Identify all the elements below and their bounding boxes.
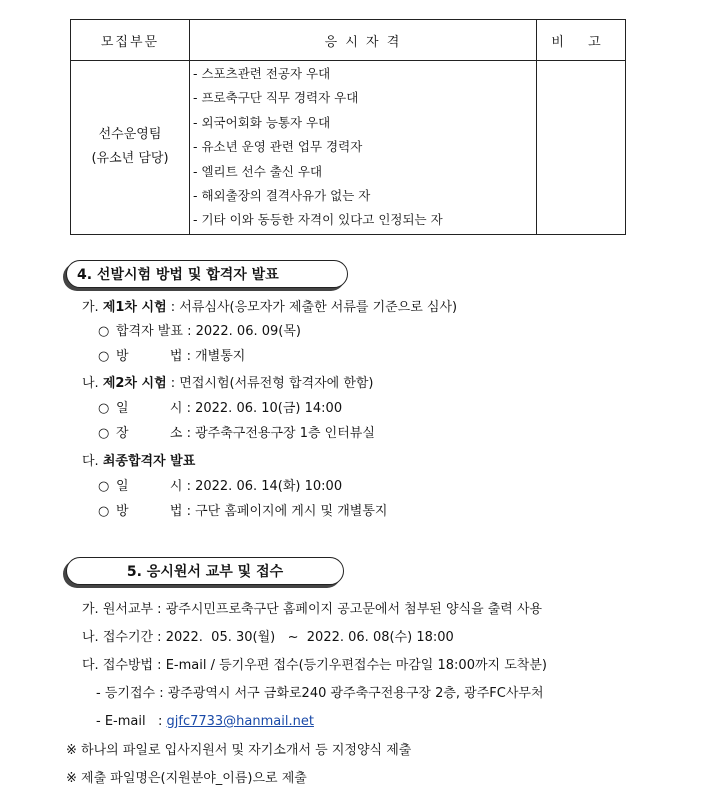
section-4b-title: 제2차 시험 (102, 376, 167, 391)
circle-bullet-icon: ○ (98, 324, 110, 339)
item-label: 일 시 (116, 479, 183, 494)
item-label: 합격자 발표 (116, 324, 183, 339)
header-qualification: 응 시 자 격 (190, 20, 537, 61)
circle-bullet-icon: ○ (98, 504, 110, 519)
section-4a-line (82, 298, 457, 318)
section-4a-title: 제1차 시험 (102, 300, 167, 315)
section-4-heading: 4. 선발시험 방법 및 합격자 발표 (66, 260, 348, 288)
section-4b-line (82, 374, 374, 394)
item-value: : 광주축구전용구장 1층 인터뷰실 (182, 426, 375, 441)
section-4c-line (82, 452, 195, 472)
note-line-2: ※ 제출 파일명은(지원분야_이름)으로 제출 (66, 771, 307, 786)
qualification-item: - 기타 이와 동등한 자격이 있다고 인정되는 자 (193, 212, 443, 228)
header-note: 비 고 (537, 20, 626, 61)
qualification-list (190, 61, 536, 234)
section-4b-desc: : 면접시험(서류전형 합격자에 한함) (166, 376, 374, 391)
section-4a-prefix: 가. (82, 300, 103, 315)
section-5e-line (96, 712, 314, 732)
item-label: 방 법 (116, 504, 183, 519)
qualification-item: - 외국어회화 능통자 우대 (193, 114, 331, 130)
header-dept: 모집부문 (71, 20, 190, 61)
section-4c-title: 최종합격자 발표 (102, 454, 196, 469)
section-4c-item (98, 477, 342, 497)
qualification-item: - 엘리트 선수 출신 우대 (193, 163, 323, 179)
item-label: 방 법 (116, 349, 183, 364)
qualification-cell (190, 61, 537, 235)
dept-cell (71, 61, 190, 235)
table-header-row (71, 20, 626, 61)
note-line-1: ※ 하나의 파일로 입사지원서 및 자기소개서 등 지정양식 제출 (66, 743, 412, 758)
qualification-item: - 프로축구단 직무 경력자 우대 (193, 90, 359, 106)
section-5b-line: 나. 접수기간 : 2022. 05. 30(월) ~ 2022. 06. 08(수) 18:00 (82, 630, 454, 645)
item-value: : 2022. 06. 14(화) 10:00 (182, 479, 343, 494)
section-5a-line: 가. 원서교부 : 광주시민프로축구단 홈페이지 공고문에서 첨부된 양식을 출력 사용 (82, 602, 543, 617)
section-4b-prefix: 나. (82, 376, 103, 391)
section-4c-prefix: 다. (82, 454, 103, 469)
section-5-heading: 5. 응시원서 교부 및 접수 (66, 557, 344, 585)
section-4a-item (98, 347, 245, 367)
qualification-item: - 스포츠관련 전공자 우대 (193, 66, 331, 81)
email-label: - E-mail : (96, 714, 167, 729)
circle-bullet-icon: ○ (98, 479, 110, 494)
email-link[interactable]: gjfc7733@hanmail.net (166, 714, 314, 729)
section-4c-item (98, 502, 387, 522)
section-4b-item (98, 424, 375, 444)
circle-bullet-icon: ○ (98, 426, 110, 441)
dept-name: 선수운영팀 (98, 127, 162, 143)
item-value: : 구단 홈페이지에 게시 및 개별통지 (182, 504, 388, 519)
qualification-item: - 유소년 운영 관련 업무 경력자 (193, 139, 363, 155)
table-row (71, 61, 626, 235)
qualification-item: - 해외출장의 결격사유가 없는 자 (193, 187, 371, 203)
circle-bullet-icon: ○ (98, 349, 110, 364)
circle-bullet-icon: ○ (98, 401, 110, 416)
recruitment-table (70, 19, 626, 235)
note-cell (537, 61, 626, 235)
section-4b-item (98, 399, 342, 419)
item-label: 장 소 (116, 426, 183, 441)
item-value: : 개별통지 (182, 349, 246, 364)
dept-subtitle: (유소년 담당) (91, 151, 169, 167)
section-5c-line: 다. 접수방법 : E-mail / 등기우편 접수(등기우편접수는 마감일 18:00까지 도착분) (82, 658, 547, 673)
item-label: 일 시 (116, 401, 183, 416)
item-value: : 2022. 06. 09(목) (182, 324, 301, 339)
section-4a-desc: : 서류심사(응모자가 제출한 서류를 기준으로 심사) (166, 300, 458, 315)
section-5d-line: - 등기접수 : 광주광역시 서구 금화로240 광주축구전용구장 2층, 광주FC사무처 (96, 686, 544, 701)
section-4a-item (98, 322, 301, 342)
item-value: : 2022. 06. 10(금) 14:00 (182, 401, 343, 416)
